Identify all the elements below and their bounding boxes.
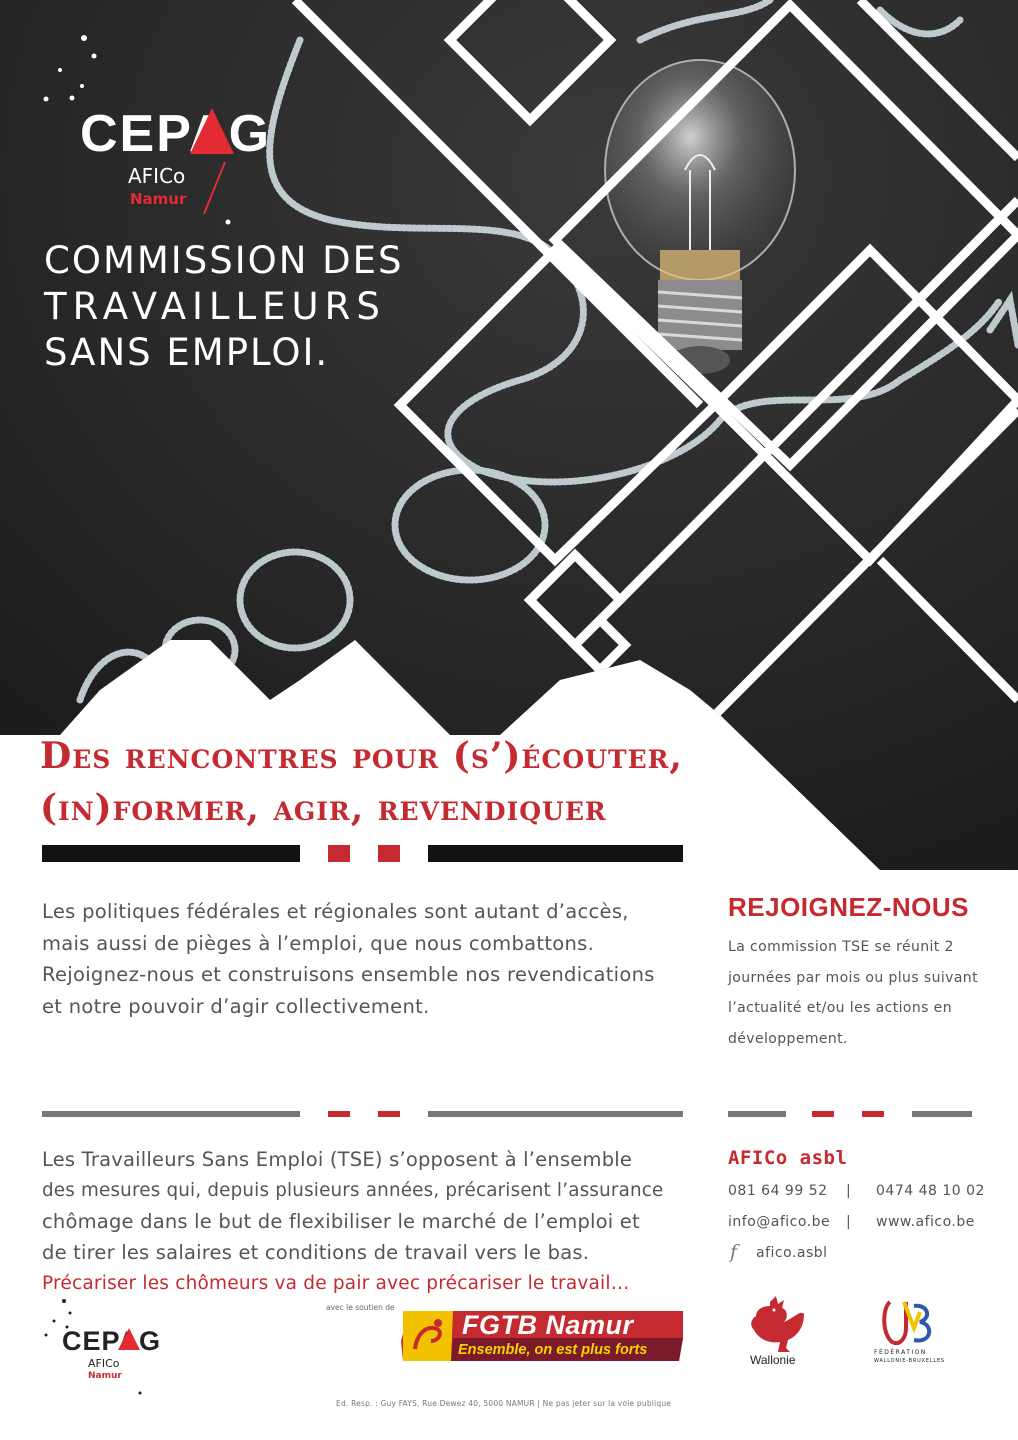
cepag-logo-small bbox=[62, 1326, 161, 1357]
divider bbox=[862, 1111, 884, 1117]
join-text bbox=[728, 932, 988, 1054]
divider bbox=[328, 1111, 350, 1117]
headline-line: (in)former, agir, revendiquer bbox=[40, 787, 607, 829]
join-line: l’actualité et/ou les actions en bbox=[728, 1000, 952, 1016]
facebook-icon: f bbox=[730, 1241, 738, 1263]
footer-legal: Ed. Resp. : Guy FAYS, Rue Dewez 40, 5000 NAMUR | Ne pas jeter sur la voie publique bbox=[336, 1399, 672, 1408]
join-line: journées par mois ou plus suivant bbox=[728, 969, 978, 986]
title-line: TRAVAILLEURS bbox=[44, 285, 386, 328]
fwb-label: WALLONIE-BRUXELLES bbox=[874, 1358, 945, 1364]
intro-line: Rejoignez-nous et construisons ensemble nos revendications bbox=[42, 963, 655, 986]
phone-1[interactable]: 081 64 99 52 bbox=[728, 1183, 828, 1199]
phone-2[interactable]: 0474 48 10 02 bbox=[876, 1183, 985, 1199]
join-line: La commission TSE se réunit 2 bbox=[728, 939, 954, 955]
separator: | bbox=[846, 1183, 852, 1199]
website-link[interactable]: www.afico.be bbox=[876, 1214, 975, 1230]
logo-namur: Namur bbox=[88, 1371, 122, 1381]
divider bbox=[378, 1111, 400, 1117]
divider bbox=[428, 845, 683, 862]
rooster-icon bbox=[748, 1296, 806, 1352]
intro-line: Les politiques fédérales et régionales sont autant d’accès, bbox=[42, 900, 629, 923]
fgtb-name: FGTB Namur bbox=[462, 1310, 634, 1340]
join-line: développement. bbox=[728, 1030, 848, 1047]
wallonie-label: Wallonie bbox=[750, 1353, 796, 1367]
logo-name: CEPAG bbox=[80, 105, 272, 163]
intro-paragraph bbox=[42, 896, 692, 1022]
logo-slash-icon bbox=[200, 160, 230, 216]
page-title bbox=[44, 238, 464, 376]
divider bbox=[42, 845, 300, 862]
logo-namur: Namur bbox=[130, 190, 187, 208]
intro-line: mais aussi de pièges à l’emploi, que nous combattons. bbox=[42, 931, 595, 955]
tse-line: des mesures qui, depuis plusieurs années, précarisent l’assurance bbox=[42, 1180, 664, 1201]
email-link[interactable]: info@afico.be bbox=[728, 1214, 831, 1230]
tse-line: Les Travailleurs Sans Emploi (TSE) s’opposent à l’ensemble bbox=[42, 1148, 633, 1171]
title-line: COMMISSION DES bbox=[44, 239, 404, 282]
support-label: avec le soutien de bbox=[326, 1303, 395, 1312]
join-heading: REJOIGNEZ-NOUS bbox=[728, 892, 970, 922]
logo-red-triangle bbox=[190, 108, 234, 154]
fgtb-slogan: Ensemble, on est plus forts bbox=[458, 1342, 648, 1358]
logo-afico: AFICo bbox=[88, 1357, 120, 1370]
logo-red-triangle bbox=[118, 1328, 140, 1350]
fwb-logo-icon bbox=[880, 1298, 934, 1346]
title-line: SANS EMPLOI. bbox=[44, 331, 330, 374]
cepag-logo bbox=[80, 106, 271, 162]
logo-name: CEPAG bbox=[62, 1326, 162, 1356]
tse-paragraph bbox=[42, 1144, 692, 1299]
divider bbox=[378, 845, 400, 862]
intro-line: et notre pouvoir d’agir collectivement. bbox=[42, 994, 430, 1018]
separator: | bbox=[846, 1214, 852, 1230]
tse-line: chômage dans le but de flexibiliser le marché de l’emploi et bbox=[42, 1210, 640, 1233]
divider bbox=[328, 845, 350, 862]
facebook-link[interactable]: afico.asbl bbox=[756, 1245, 828, 1261]
divider bbox=[812, 1111, 834, 1117]
tse-highlight: Précariser les chômeurs va de pair avec précariser le travail… bbox=[42, 1273, 630, 1294]
contact-org: AFICo asbl bbox=[728, 1147, 848, 1169]
logo-afico: AFICo bbox=[128, 164, 186, 188]
tse-line: de tirer les salaires et conditions de travail vers le bas. bbox=[42, 1241, 590, 1264]
divider bbox=[912, 1111, 972, 1117]
headline bbox=[40, 730, 700, 834]
fwb-label: FÉDÉRATION bbox=[874, 1349, 927, 1356]
divider bbox=[728, 1111, 786, 1117]
divider bbox=[428, 1111, 683, 1117]
divider bbox=[42, 1111, 300, 1117]
headline-line: Des rencontres pour (s’)écouter, bbox=[40, 735, 683, 777]
